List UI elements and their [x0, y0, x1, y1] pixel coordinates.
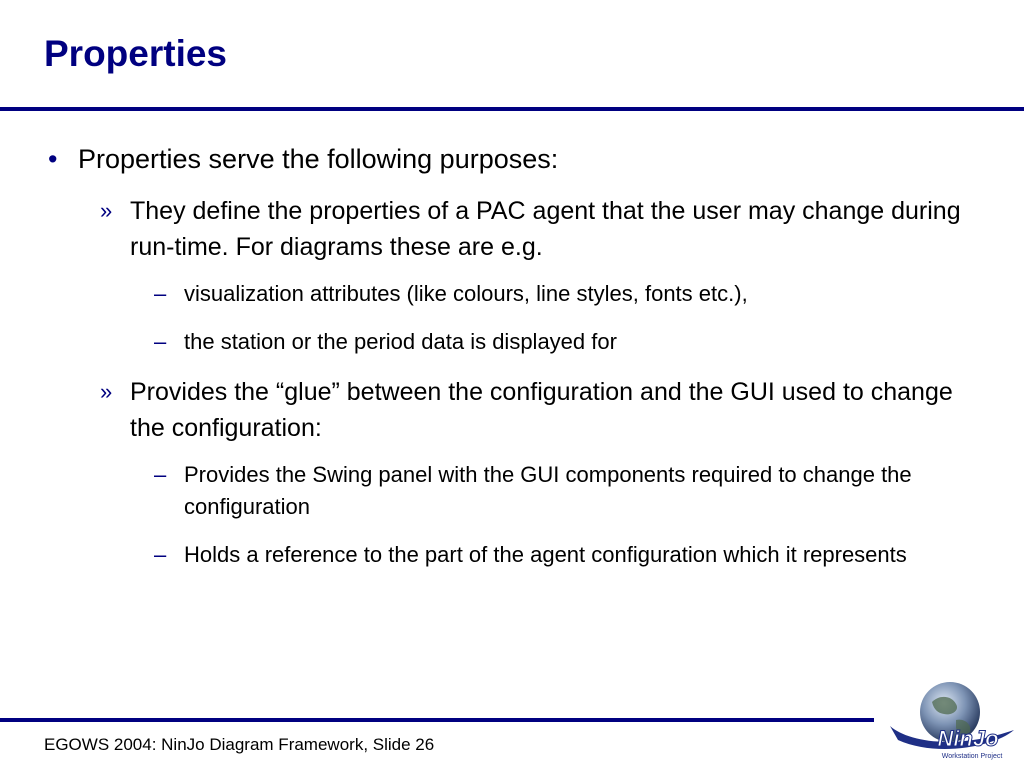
bullet-text: Provides the “glue” between the configuration and the GUI used to change the configuration: — [130, 378, 953, 442]
logo-tagline: Workstation Project — [941, 753, 1003, 760]
ninjo-logo — [886, 680, 1020, 766]
bullet-marker: • — [48, 144, 58, 174]
bullet-text: Provides the Swing panel with the GUI components required to change the configuration — [184, 462, 912, 519]
bullet-level3 — [154, 278, 984, 310]
bullet-level1 — [48, 140, 1024, 179]
bullet-text: visualization attributes (like colours, line styles, fonts etc.), — [184, 281, 748, 306]
bullet-level2 — [100, 374, 980, 446]
bullet-level3 — [154, 459, 984, 523]
bullet-text: the station or the period data is displayed for — [184, 329, 617, 354]
bullet-level3 — [154, 539, 984, 571]
bullet-text: Properties serve the following purposes: — [78, 144, 559, 174]
bullet-text: They define the properties of a PAC agent that the user may change during run-time. For diagrams these are e.g. — [130, 197, 961, 261]
footer-divider — [0, 718, 874, 722]
bullet-marker: » — [100, 379, 113, 404]
page-title: Properties — [44, 33, 228, 74]
logo-text: NinJo — [937, 726, 999, 751]
bullet-level3 — [154, 326, 984, 358]
bullet-marker: – — [154, 542, 167, 567]
bullet-marker: – — [154, 462, 167, 487]
title-divider — [0, 107, 1024, 111]
bullet-text: Holds a reference to the part of the agent configuration which it represents — [184, 542, 907, 567]
footer-text: EGOWS 2004: NinJo Diagram Framework, Slide 26 — [44, 735, 435, 754]
bullet-level2 — [100, 193, 980, 265]
bullet-marker: – — [154, 281, 167, 306]
bullet-list — [0, 140, 1024, 587]
bullet-marker: » — [100, 198, 113, 223]
bullet-marker: – — [154, 329, 167, 354]
